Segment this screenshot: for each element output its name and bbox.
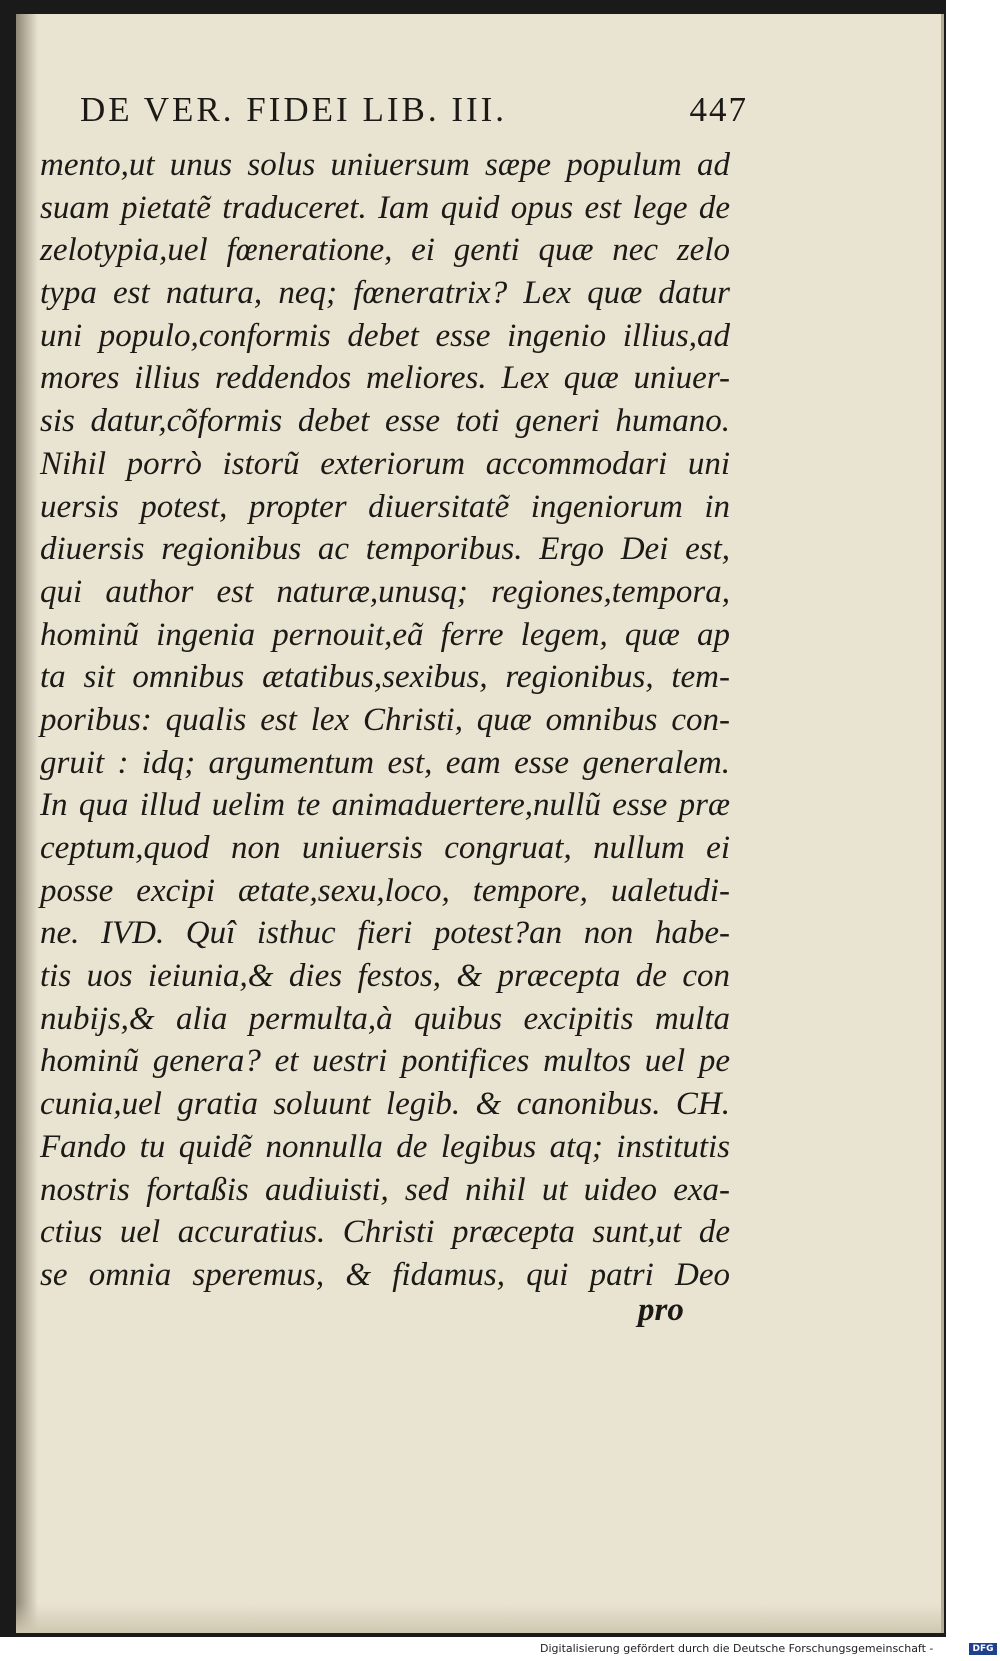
book-page [16,14,944,1633]
text-line: nubijs,& alia permulta,à quibus excipitis multa [40,1000,730,1037]
digitization-credit: Digitalisierung gefördert durch die Deutsche Forschungsgemeinschaft - [540,1642,934,1655]
text-line: mento,ut unus solus uniuersum sæpe populum ad [40,147,730,183]
text-line: zelotypia,uel fœneratione, ei genti quæ nec zelo [40,232,730,269]
text-line: poribus: qualis est lex Christi, quæ omnibus con- [40,701,730,738]
running-head: DE VER. FIDEI LIB. III. [80,90,508,129]
text-line: hominũ ingenia pernouit,eã ferre legem, quæ ap [40,616,730,653]
text-line: ne. IVD. Quî isthuc fieri potest?an non habe- [40,915,730,952]
page-number: 447 [689,90,748,129]
text-line: typa est natura, neq; fœneratrix? Lex quæ datur [40,275,730,312]
text-line: tis uos ieiunia,& dies festos, & præcepta de con [40,958,730,995]
text-line: qui author est naturæ,unusq; regiones,tempora, [40,573,730,610]
text-line: ceptum,quod non uniuersis congruat, nullum ei [40,830,730,866]
text-line: gruit : idq; argumentum est, eam esse generalem. [40,744,730,781]
text-line: uni populo,conformis debet esse ingenio illius,ad [40,317,730,354]
text-line: cunia,uel gratia soluunt legib. & canonibus. CH. [40,1086,730,1123]
text-line: suam pietatẽ traduceret. Iam quid opus est lege de [40,189,730,226]
text-line: In qua illud uelim te animaduertere,nullũ esse præ [40,787,730,824]
text-line: se omnia speremus, & fidamus, qui patri Deo [40,1256,730,1293]
text-line: nostris fortaßis audiuisti, sed nihil ut uideo exa- [40,1171,730,1208]
page-header [80,84,748,134]
dfg-logo: DFG [969,1643,997,1655]
text-line: posse excipi ætate,sexu,loco, tempore, ualetudi- [40,872,730,909]
text-line: Fando tu quidẽ nonnulla de legibus atq; institutis [40,1128,730,1165]
text-line: sis datur,cõformis debet esse toti generi humano. [40,403,730,440]
text-line: ctius uel accuratius. Christi præcepta sunt,ut de [40,1214,730,1251]
text-line: hominũ genera? et uestri pontifices multos uel pe [40,1043,730,1080]
text-line: Nihil porrò istorũ exteriorum accommodari uni [40,445,730,482]
catchword: pro [638,1292,684,1328]
body-text [40,144,730,1297]
text-line: mores illius reddendos meliores. Lex quæ uniuer- [40,360,730,397]
text-line: uersis potest, propter diuersitatẽ ingeniorum in [40,488,730,525]
text-line: diuersis regionibus ac temporibus. Ergo Dei est, [40,531,730,568]
text-line: ta sit omnibus ætatibus,sexibus, regionibus, tem- [40,659,730,696]
